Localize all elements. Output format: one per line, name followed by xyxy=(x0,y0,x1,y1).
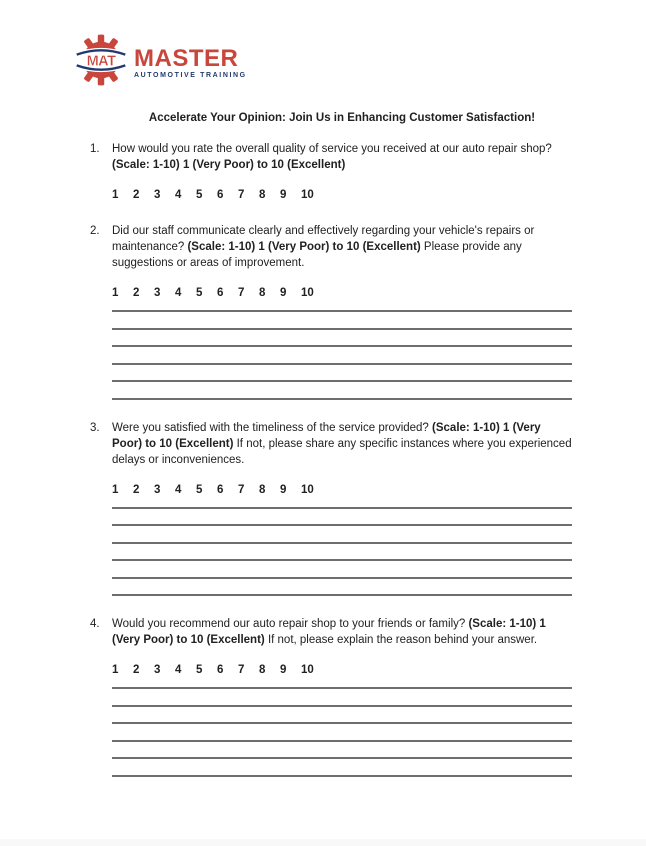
question-block xyxy=(90,420,646,597)
answer-line xyxy=(112,509,572,527)
question-text xyxy=(112,420,572,468)
question-number: 4. xyxy=(90,618,100,630)
rating-scale xyxy=(112,662,572,678)
answer-line xyxy=(112,312,572,330)
scale-number: 7 xyxy=(238,189,245,201)
question-body xyxy=(112,141,572,203)
logo-text xyxy=(134,44,247,79)
scale-number: 1 xyxy=(112,483,119,496)
scale-number: 8 xyxy=(259,664,266,676)
answer-line xyxy=(112,742,572,760)
question-text-segment: If not, please share any specific instances where you experienced delays or inconveniences. xyxy=(112,437,572,466)
question-number: 3. xyxy=(90,421,100,434)
question-text-segment: If not, please explain the reason behind your answer. xyxy=(264,634,538,646)
question-text-segment: Did our staff communicate clearly and effectively regarding your vehicle's repairs or maintenance? xyxy=(112,225,535,253)
scale-number: 7 xyxy=(238,483,245,496)
question-text-segment: Please provide any suggestions or areas of improvement. xyxy=(112,241,522,269)
answer-lines xyxy=(112,301,572,400)
rating-scale xyxy=(112,187,572,203)
scale-number: 10 xyxy=(301,189,314,201)
answer-line xyxy=(112,759,572,777)
scale-number: 10 xyxy=(301,287,314,299)
scale-number: 6 xyxy=(217,189,224,201)
answer-line xyxy=(112,707,572,725)
question-body xyxy=(112,223,572,400)
answer-lines xyxy=(112,498,572,597)
scale-number: 2 xyxy=(133,189,140,201)
question-block xyxy=(90,616,646,777)
question-list xyxy=(90,141,646,777)
scale-number: 6 xyxy=(217,287,224,299)
answer-line xyxy=(112,526,572,544)
scale-number: 10 xyxy=(301,483,314,496)
scale-number: 2 xyxy=(133,287,140,299)
question-text-bold-segment: (Scale: 1-10) 1 (Very Poor) to 10 (Excellent) xyxy=(112,159,346,171)
scale-number: 3 xyxy=(154,189,161,201)
answer-line xyxy=(112,330,572,348)
question-number: 2. xyxy=(90,225,100,237)
question-body xyxy=(112,616,572,777)
answer-line xyxy=(112,579,572,597)
answer-line xyxy=(112,365,572,383)
scale-number: 7 xyxy=(238,664,245,676)
scale-number: 4 xyxy=(175,287,182,299)
scale-number: 1 xyxy=(112,287,119,299)
question-text-segment: Were you satisfied with the timeliness of the service provided? xyxy=(112,421,433,434)
answer-line xyxy=(112,678,572,689)
rating-scale xyxy=(112,285,572,301)
logo xyxy=(74,0,646,87)
question-text xyxy=(112,616,572,648)
answer-line xyxy=(112,382,572,400)
scale-number: 7 xyxy=(238,287,245,299)
scale-number: 4 xyxy=(175,664,182,676)
answer-line xyxy=(112,498,572,509)
scale-number: 10 xyxy=(301,664,314,676)
answer-line xyxy=(112,689,572,707)
scale-number: 5 xyxy=(196,483,203,496)
scale-number: 8 xyxy=(259,483,266,496)
question-body xyxy=(112,420,572,597)
scale-number: 5 xyxy=(196,287,203,299)
scale-number: 2 xyxy=(133,483,140,496)
logo-acronym: MAT xyxy=(86,53,116,70)
question-number: 1. xyxy=(90,143,100,155)
scale-number: 6 xyxy=(217,664,224,676)
scale-number: 5 xyxy=(196,664,203,676)
answer-line xyxy=(112,301,572,312)
logo-tagline: AUTOMOTIVE TRAINING xyxy=(134,71,247,79)
question-text-bold-segment: (Scale: 1-10) 1 (Very Poor) to 10 (Excellent) xyxy=(112,618,546,646)
question-text-segment: How would you rate the overall quality of service you received at our auto repair shop? xyxy=(112,143,552,155)
scale-number: 6 xyxy=(217,483,224,496)
scale-number: 3 xyxy=(154,287,161,299)
question-block xyxy=(90,141,646,203)
answer-lines xyxy=(112,678,572,777)
scale-number: 1 xyxy=(112,189,119,201)
rating-scale xyxy=(112,482,572,498)
scale-number: 2 xyxy=(133,664,140,676)
scale-number: 8 xyxy=(259,287,266,299)
scale-number: 9 xyxy=(280,287,287,299)
scale-number: 9 xyxy=(280,189,287,201)
question-text-bold-segment: (Scale: 1-10) 1 (Very Poor) to 10 (Excellent) xyxy=(112,421,541,450)
scale-number: 3 xyxy=(154,664,161,676)
question-text-segment: Would you recommend our auto repair shop to your friends or family? xyxy=(112,618,469,630)
answer-line xyxy=(112,347,572,365)
answer-line xyxy=(112,724,572,742)
scale-number: 4 xyxy=(175,189,182,201)
logo-name: MASTER xyxy=(134,44,239,72)
page-title: Accelerate Your Opinion: Join Us in Enhancing Customer Satisfaction! xyxy=(148,112,536,124)
answer-line xyxy=(112,544,572,562)
scale-number: 3 xyxy=(154,483,161,496)
scale-number: 8 xyxy=(259,189,266,201)
question-text xyxy=(112,141,572,173)
scale-number: 9 xyxy=(280,664,287,676)
question-text xyxy=(112,223,572,271)
answer-line xyxy=(112,561,572,579)
scale-number: 4 xyxy=(175,483,182,496)
gear-logo-icon xyxy=(74,33,128,87)
scale-number: 9 xyxy=(280,483,287,496)
question-block xyxy=(90,223,646,400)
question-text-bold-segment: (Scale: 1-10) 1 (Very Poor) to 10 (Excellent) xyxy=(187,241,421,253)
scale-number: 5 xyxy=(196,189,203,201)
page-bottom-edge xyxy=(0,839,646,846)
scale-number: 1 xyxy=(112,664,119,676)
